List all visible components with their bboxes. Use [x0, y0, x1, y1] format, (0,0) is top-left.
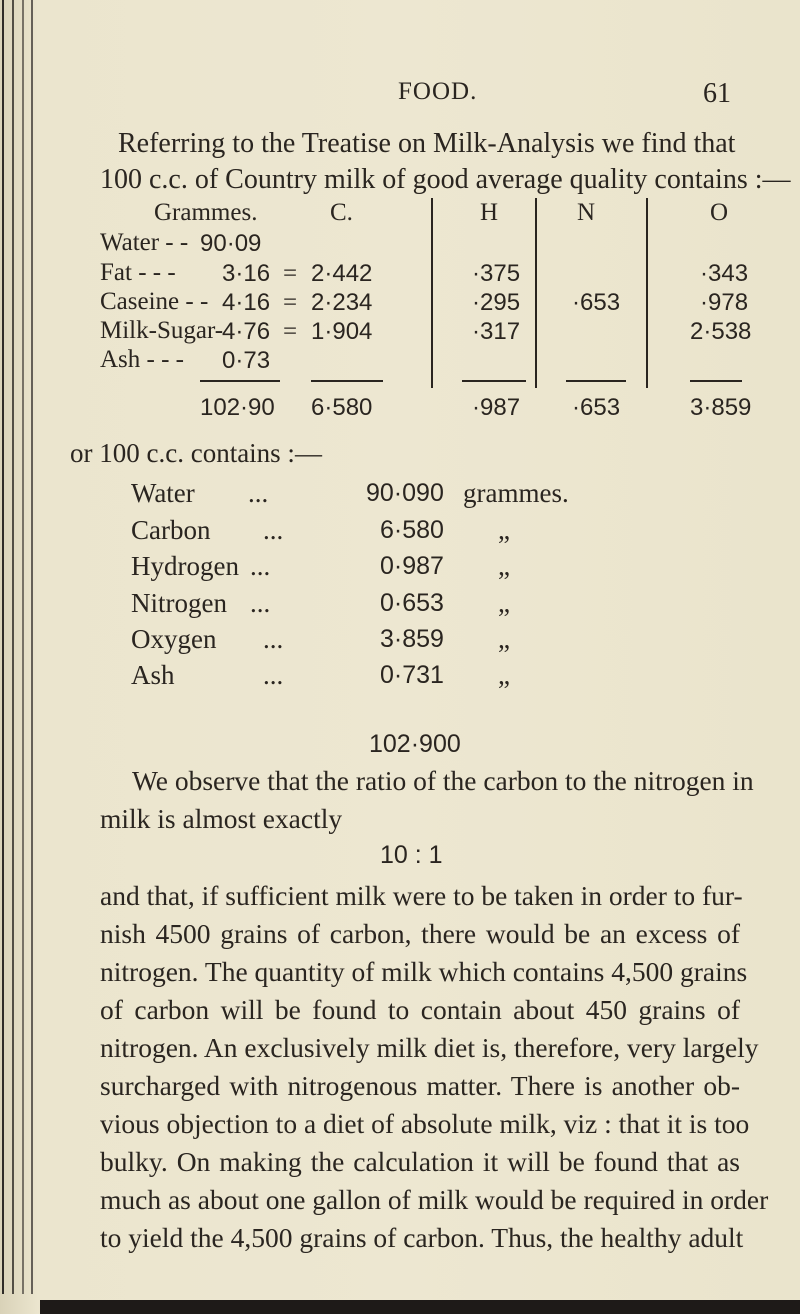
element-value: 0·987 — [380, 552, 444, 580]
element-unit: „ — [498, 624, 510, 654]
row-o: ·978 — [700, 289, 749, 316]
row-c: 2·442 — [311, 260, 373, 287]
column-divider — [646, 198, 648, 388]
sum-rule — [566, 380, 626, 382]
paragraph-line: surcharged with nitrogenous matter. There is another ob- — [100, 1070, 740, 1101]
paragraph-line: milk is almost exactly — [100, 803, 343, 834]
row-grammes: 0·73 — [222, 347, 271, 374]
total-h: ·987 — [472, 394, 521, 421]
element-value: 6·580 — [380, 516, 444, 544]
total-o: 3·859 — [690, 394, 752, 421]
element-dots: ... — [250, 588, 271, 618]
total-c: 6·580 — [311, 394, 373, 421]
element-name: Water — [131, 478, 195, 508]
page-binding-edge — [0, 0, 40, 1314]
running-head — [0, 78, 800, 108]
row-name: Water - - — [100, 229, 189, 256]
row-grammes: 4·76 — [222, 318, 271, 345]
element-name: Oxygen — [131, 624, 217, 654]
paragraph-line: of carbon will be found to contain about 450 grains of — [100, 994, 740, 1025]
element-dots: ... — [263, 624, 284, 654]
row-o: 2·538 — [690, 318, 752, 345]
row-h: ·295 — [472, 289, 521, 316]
element-value: 0·653 — [380, 589, 444, 617]
element-name: Ash — [131, 660, 175, 690]
element-unit: „ — [498, 515, 510, 545]
element-value: 3·859 — [380, 625, 444, 653]
header-grammes: Grammes. — [154, 199, 258, 226]
page-bottom-edge — [40, 1300, 800, 1314]
sum-rule — [200, 380, 280, 382]
paragraph-line: nitrogen. An exclusively milk diet is, therefore, very largely — [100, 1032, 759, 1063]
row-name: Caseine - - — [100, 288, 209, 315]
element-value: 0·731 — [380, 661, 444, 689]
element-dots: ... — [263, 515, 284, 545]
element-dots: ... — [263, 660, 284, 690]
intro-line-2: 100 c.c. of Country milk of good average quality contains :— — [100, 164, 791, 195]
element-name: Carbon — [131, 515, 211, 545]
running-title: FOOD. — [398, 78, 478, 105]
composition-intro: or 100 c.c. contains :— — [70, 438, 322, 468]
row-grammes: 90·09 — [200, 230, 262, 257]
column-divider — [535, 198, 537, 388]
paragraph-line: to yield the 4,500 grains of carbon. Thus, the healthy adult — [100, 1222, 744, 1253]
intro-line-1: Referring to the Treatise on Milk-Analysis we find that — [118, 128, 736, 159]
paragraph-line: and that, if sufficient milk were to be taken in order to fur- — [100, 880, 743, 911]
element-value: 90·090 — [366, 479, 444, 507]
paragraph-line: We observe that the ratio of the carbon to the nitrogen in — [132, 765, 754, 796]
element-dots: ... — [250, 551, 271, 581]
element-unit: „ — [498, 588, 510, 618]
element-name: Hydrogen — [131, 551, 239, 581]
row-c: 2·234 — [311, 289, 373, 316]
header-c: C. — [330, 199, 353, 226]
composition-total: 102·900 — [369, 730, 461, 758]
row-grammes: 4·16 — [222, 289, 271, 316]
row-equals: = — [283, 318, 298, 345]
header-n: N — [577, 199, 596, 226]
sum-rule — [311, 380, 383, 382]
ratio: 10 : 1 — [380, 841, 443, 869]
element-name: Nitrogen — [131, 588, 227, 618]
row-h: ·375 — [472, 260, 521, 287]
row-o: ·343 — [700, 260, 749, 287]
row-equals: = — [283, 260, 298, 287]
paragraph-line: much as about one gallon of milk would be required in order — [100, 1184, 769, 1215]
row-name: Ash - - - — [100, 346, 185, 373]
column-divider — [431, 198, 433, 388]
element-unit: „ — [498, 551, 510, 581]
row-grammes: 3·16 — [222, 260, 271, 287]
header-h: H — [480, 199, 499, 226]
row-name: Fat - - - — [100, 259, 176, 286]
paragraph-line: bulky. On making the calculation it will be found that as — [100, 1146, 740, 1177]
paragraph-line: nish 4500 grains of carbon, there would be an excess of — [100, 918, 740, 949]
row-h: ·317 — [472, 318, 521, 345]
paragraph-line: vious objection to a diet of absolute milk, viz : that it is too — [100, 1108, 750, 1139]
sum-rule — [690, 380, 742, 382]
row-n: ·653 — [572, 289, 621, 316]
sum-rule — [462, 380, 526, 382]
row-equals: = — [283, 289, 298, 316]
row-name: Milk-Sugar- — [100, 317, 224, 344]
paragraph-line: nitrogen. The quantity of milk which contains 4,500 grains — [100, 956, 748, 987]
total-grammes: 102·90 — [200, 394, 275, 421]
row-c: 1·904 — [311, 318, 373, 345]
page-number: 61 — [703, 78, 731, 109]
element-unit: grammes. — [463, 478, 569, 508]
element-unit: „ — [498, 660, 510, 690]
total-n: ·653 — [572, 394, 621, 421]
element-dots: ... — [248, 478, 269, 508]
header-o: O — [710, 199, 729, 226]
